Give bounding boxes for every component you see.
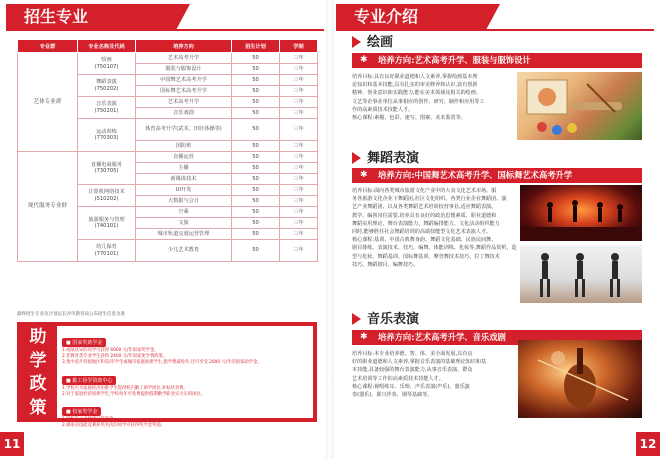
major-name: 直播电商服务 [90, 161, 123, 168]
major-cell [78, 97, 136, 119]
major-code: (750107) [94, 63, 119, 70]
page-title: 专业介绍 [336, 4, 486, 30]
section-name: 舞蹈表演 [367, 151, 420, 166]
dance-stage-photo [520, 185, 642, 241]
years-cell: 三年 [280, 119, 318, 141]
painting-illustration [517, 72, 642, 140]
direction-cell: 少儿艺术教育 [136, 240, 232, 262]
direction-cell: 音乐戏剧 [136, 108, 232, 119]
years-cell: 三年 [280, 174, 318, 185]
section-title [352, 312, 419, 328]
policy-content [57, 326, 313, 429]
policy-section-tag: ■ 校家奖学金 [62, 407, 101, 416]
major-name: 计算机网络技术 [88, 189, 125, 195]
major-code: (750201) [94, 107, 119, 114]
plan-cell: 50 [232, 86, 280, 97]
policy-line: 3.集中连片特困地区和省/市学生或城市家庭困难学生,脱学费减免外,还可享受 2000 元/年的国家助学金。 [62, 360, 262, 366]
direction-cell: 国标舞艺术高考升学 [136, 86, 232, 97]
policy-line: 1.学校可为家庭经济困难学生提供校内勤工助学岗位,补贴伙食费。 [62, 385, 188, 391]
enrollment-table [17, 39, 318, 262]
desc-line: 舞蹈实用理论、舞台表演能力、舞蹈编排能力、文化活动组织能力 [352, 220, 500, 227]
policy-title-char: 学 [29, 350, 47, 371]
major-code: (510202) [94, 195, 119, 202]
plan-cell: 50 [232, 207, 280, 218]
star-icon: ✱ [360, 55, 368, 65]
table-row [18, 152, 318, 163]
years-cell: 三年 [280, 163, 318, 174]
table-note: 最终招生专业及计划以长沙市教育局公布招生信息为准 [17, 312, 125, 317]
direction-cell: 空乘 [136, 207, 232, 218]
table-header: 招生计划 [232, 40, 280, 53]
years-cell: 三年 [280, 152, 318, 163]
desc-line: 务各旅游文化企业下舞蹈团,社区文化组织、各类行业企业舞蹈团、演 [352, 196, 507, 203]
years-cell: 三年 [280, 97, 318, 108]
plan-cell: 50 [232, 218, 280, 229]
painting-photo [517, 72, 642, 140]
plan-cell: 50 [232, 174, 280, 185]
title-underline [6, 29, 324, 31]
triangle-icon [352, 313, 361, 325]
major-cell [78, 207, 136, 240]
policy-title [25, 326, 51, 420]
policy-block [17, 322, 317, 429]
major-cell [78, 75, 136, 97]
direction-bar [352, 168, 642, 183]
policy-title-char: 政 [29, 374, 47, 394]
plan-cell: 50 [232, 64, 280, 75]
dance-stage-illustration [520, 185, 642, 241]
policy-line: 1.学校设立成绩优异奖学金。 [62, 417, 118, 423]
policy-title-char: 策 [29, 397, 47, 418]
policy-line: 1.成绩优异的同学可获得 6000 元/年国家奖学金。 [62, 348, 159, 353]
plan-cell: 50 [232, 196, 280, 207]
major-code: (770101) [94, 250, 119, 257]
major-cell [78, 240, 136, 262]
years-cell: 三年 [280, 64, 318, 75]
group-cell: 现代服务专业群 [18, 152, 78, 262]
star-icon: ✱ [360, 332, 368, 342]
years-cell: 三年 [280, 207, 318, 218]
desc-line: 奏(器乐)、即兴伴奏、钢琴基础等。 [352, 392, 433, 399]
direction-text: 培养方向:艺术高考升学、音乐戏剧 [378, 332, 506, 342]
desc-line: 论知识和基本技能,具有扎实的审美修养和认识,富有创新 [352, 82, 478, 89]
section-title [352, 35, 393, 51]
direction-cell: 主播 [136, 163, 232, 174]
table-header: 培养方向 [136, 40, 232, 53]
page-number: 12 [636, 432, 660, 456]
plan-cell: 50 [232, 53, 280, 64]
major-name: 绘画 [101, 57, 112, 63]
ballet-illustration [520, 245, 642, 303]
major-cell [78, 185, 136, 207]
direction-cell: 直播运营 [136, 152, 232, 163]
major-code: (740101) [94, 223, 119, 229]
years-cell: 三年 [280, 185, 318, 196]
policy-line: 2.湖南省技能竞赛获奖名次的同学可获得奖学金奖励。 [62, 423, 165, 429]
policy-line: 2.对于家庭经济困难学生,学校每年可免费提供假期勤学职业实习实训岗位。 [62, 391, 205, 397]
major-cell [78, 152, 136, 185]
major-cell [78, 119, 136, 152]
desc-line: 剧目排练、表演技术、技巧、编舞、体能训练、化妆等,舞蹈作品赏析、造 [352, 245, 517, 252]
desc-line: 好的职业道德和人文素养,掌握音乐表演的基础理论知识和基 [352, 359, 487, 366]
direction-cell: 大数据与会计 [136, 196, 232, 207]
plan-cell: 50 [232, 119, 280, 141]
page-number: 11 [0, 432, 24, 456]
desc-line: 核心课程:视唱练耳、乐理、声乐表演(声乐)、器乐演 [352, 383, 470, 390]
section-description [352, 350, 514, 399]
desc-line: 型与化妆、舞蹈基训、国标舞基训、摩登舞技术技巧、拉丁舞技术 [352, 253, 500, 260]
years-cell: 三年 [280, 86, 318, 97]
direction-bar [352, 53, 642, 68]
star-icon: ✱ [360, 170, 368, 180]
desc-line: 技巧、舞蹈剧目、编舞技巧。 [352, 261, 419, 268]
policy-title-char: 助 [29, 327, 47, 347]
plan-cell: 50 [232, 97, 280, 108]
major-code: (770303) [94, 135, 119, 141]
years-cell: 三年 [280, 218, 318, 229]
section-title [352, 151, 419, 167]
direction-cell: 文旅 [136, 218, 232, 229]
table-header: 专业名称及代码 [78, 40, 136, 53]
plan-cell: 50 [232, 141, 280, 152]
plan-cell: 50 [232, 185, 280, 196]
desc-line: 艺产业舞蹈团、以及各类舞蹈艺术培训校营事业,适应舞蹈表演、 [352, 204, 497, 211]
direction-cell: 国防班 [136, 141, 232, 152]
desc-line: 核心课程:素描、色彩、速写、图案、美术鉴赏等。 [352, 115, 466, 122]
major-name: 音乐表演 [96, 101, 117, 107]
desc-line: 本技能,具备较强的舞台表演能力,从事音乐表演、群众 [352, 367, 473, 374]
years-cell: 三年 [280, 108, 318, 119]
direction-text: 培养方向:中国舞艺术高考升学、国标舞艺术高考升学 [378, 170, 573, 180]
desc-line: 文艺等企事业单位从事相应的创作、研究、制作和应用等工 [352, 98, 485, 105]
direction-cell: 服装与服饰设计 [136, 64, 232, 75]
direction-cell: 艺术高考升学 [136, 53, 232, 64]
major-code: (750202) [94, 85, 119, 92]
major-code: (730705) [94, 168, 119, 174]
section-description [352, 187, 518, 269]
major-name: 幼儿保育 [96, 244, 117, 250]
policy-section-tag: ■ 国家奖助学金 [62, 338, 106, 347]
direction-cell: 艺术高考升学 [136, 97, 232, 108]
desc-line: 精神、创业意识和实践能力,能在美术领域及相关的绘画、 [352, 90, 481, 97]
table-header: 专业群 [18, 40, 78, 53]
desc-line: 培养目标:面向各类城市旅游文化产业中的大众文化艺术市场、服 [352, 188, 497, 194]
right-page [330, 0, 660, 458]
policy-line: 2.非教育类专业学生获得 2400 元/年国家免学费政策。 [62, 354, 168, 360]
title-underline [336, 29, 654, 31]
plan-cell: 50 [232, 163, 280, 174]
plan-cell: 50 [232, 229, 280, 240]
table-row [18, 53, 318, 64]
violin-illustration [518, 340, 642, 418]
section-description [352, 73, 514, 122]
major-name: 舞蹈表演 [96, 79, 117, 85]
years-cell: 三年 [280, 141, 318, 152]
triangle-icon [352, 36, 361, 48]
group-cell: 艺体专业群 [18, 53, 78, 152]
plan-cell: 50 [232, 108, 280, 119]
table-header: 学制 [280, 40, 318, 53]
enrollment-table-wrapper [17, 39, 317, 262]
triangle-icon [352, 152, 361, 164]
direction-text: 培养方向:艺术高考升学、服装与服饰设计 [378, 55, 531, 65]
major-cell [78, 53, 136, 75]
page-title: 招生专业 [6, 4, 176, 30]
direction-cell: 中国舞艺术高考升学 [136, 75, 232, 86]
plan-cell: 50 [232, 75, 280, 86]
ballet-class-photo [520, 245, 642, 303]
years-cell: 三年 [280, 240, 318, 262]
direction-cell: 城市轨道交通运营管理 [136, 229, 232, 240]
section-name: 绘画 [367, 35, 394, 50]
years-cell: 三年 [280, 196, 318, 207]
plan-cell: 50 [232, 152, 280, 163]
years-cell: 三年 [280, 229, 318, 240]
major-name: 旅游服务与管理 [88, 216, 125, 223]
policy-section-tag: ■ 勤工俭学资助中心 [62, 376, 116, 385]
section-name: 音乐表演 [367, 312, 420, 327]
direction-cell: 体育高考升学(武术、田径体操等) [136, 119, 232, 141]
table-header-row [18, 40, 318, 53]
years-cell: 三年 [280, 75, 318, 86]
music-performance-photo [518, 340, 642, 418]
plan-cell: 50 [232, 240, 280, 262]
desc-line: 艺术培训等工作的高素质技术技能人才。 [352, 375, 444, 382]
desc-line: 教学、编创岗位需要,培养具有良好的政治思想素质、职业道德和 [352, 212, 497, 219]
desc-line: 同时,能够胜任社会舞蹈培训的高端技能型文化艺术表演人才。 [352, 229, 492, 236]
direction-cell: UI开发 [136, 185, 232, 196]
years-cell: 三年 [280, 53, 318, 64]
major-name: 运动训练 [96, 128, 117, 135]
desc-line: 作的高素质技术技能人才。 [352, 106, 414, 113]
desc-line: 培养目标:具有良好职业道德和人文素养,掌握绘画基本理 [352, 74, 478, 80]
direction-cell: 新媒体技术 [136, 174, 232, 185]
desc-line: 核心课程:基训、中国古典舞身韵、舞蹈文化基础、民族民间舞、 [352, 237, 497, 244]
desc-line: 培养目标:本专业培养德、智、体、美全面发展,具有良 [352, 351, 473, 357]
